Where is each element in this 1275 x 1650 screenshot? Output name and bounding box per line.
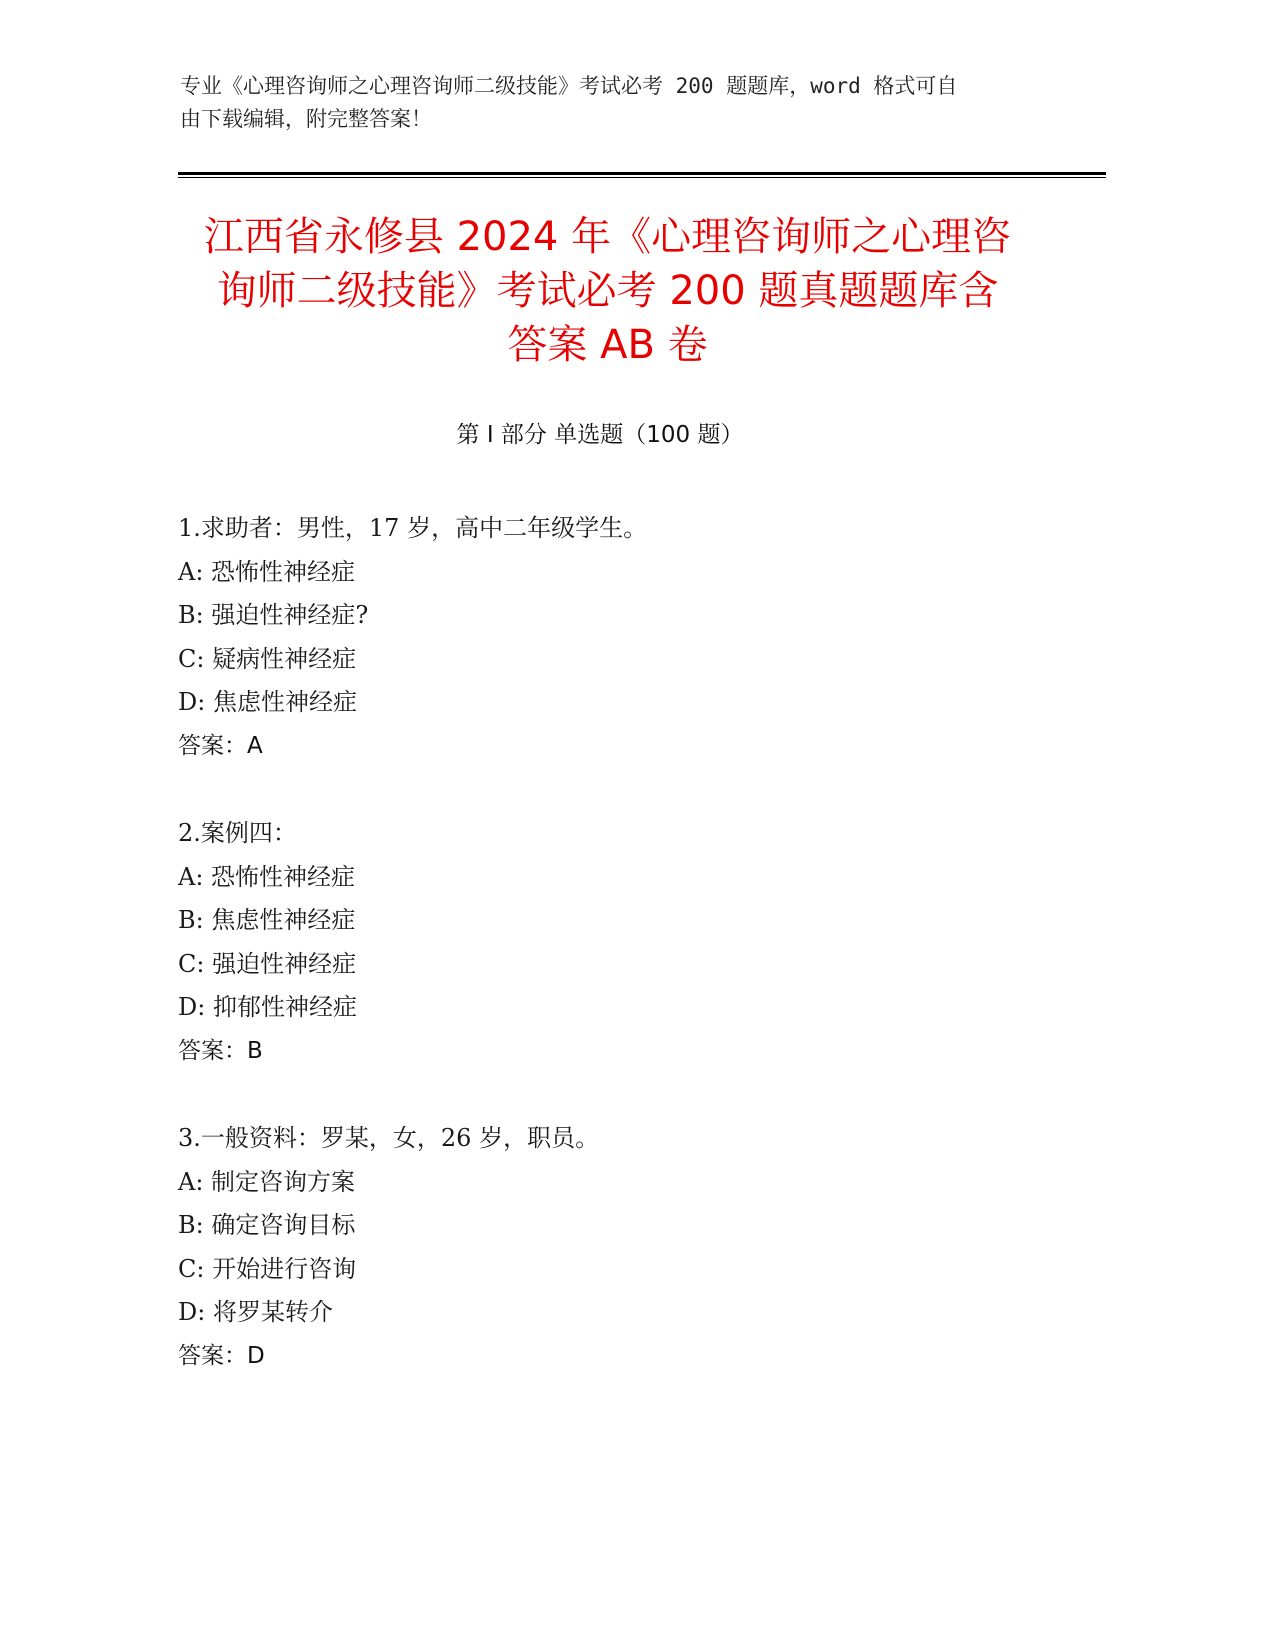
question-stem: 2.案例四： [178,819,297,847]
header-note [180,70,1040,136]
answer-line: 答案：D [178,1342,265,1369]
option-a: A: 恐怖性神经症 [178,557,356,586]
document-title [150,210,1065,372]
question-item [178,1117,1058,1378]
option-a: A: 制定咨询方案 [178,1167,356,1196]
header-divider-thick [178,172,1106,175]
answer-line: 答案：A [178,732,263,759]
option-b: B: 确定咨询目标 [178,1211,356,1239]
option-c: C: 开始进行咨询 [178,1254,357,1283]
option-d: D: 将罗某转介 [178,1298,333,1326]
option-b: B: 焦虑性神经症 [178,906,356,934]
document-title-line-3: 答案 AB 卷 [507,322,708,368]
section-heading: 第 I 部分 单选题（100 题） [456,422,744,448]
option-d: D: 焦虑性神经症 [178,688,357,716]
question-stem: 3.一般资料：罗某，女，26 岁，职员。 [178,1124,600,1152]
option-b: B: 强迫性神经症? [178,601,369,629]
document-title-line-1: 江西省永修县 2024 年《心理咨询师之心理咨 [203,214,1012,260]
header-divider-thin [178,177,1106,178]
document-title-line-2: 询师二级技能》考试必考 200 题真题题库含 [216,268,999,314]
option-c: C: 强迫性神经症 [178,949,357,978]
answer-line: 答案：B [178,1037,263,1064]
option-c: C: 疑病性神经症 [178,644,357,673]
question-stem: 1.求助者：男性，17 岁，高中二年级学生。 [178,514,648,542]
header-note-line-1: 专业《心理咨询师之心理咨询师二级技能》考试必考 200 题题库，word 格式可自 [180,74,958,98]
question-item [178,507,1058,768]
option-d: D: 抑郁性神经症 [178,993,357,1021]
question-item [178,812,1058,1073]
option-a: A: 恐怖性神经症 [178,862,356,891]
header-note-line-2: 由下载编辑，附完整答案！ [180,107,432,131]
